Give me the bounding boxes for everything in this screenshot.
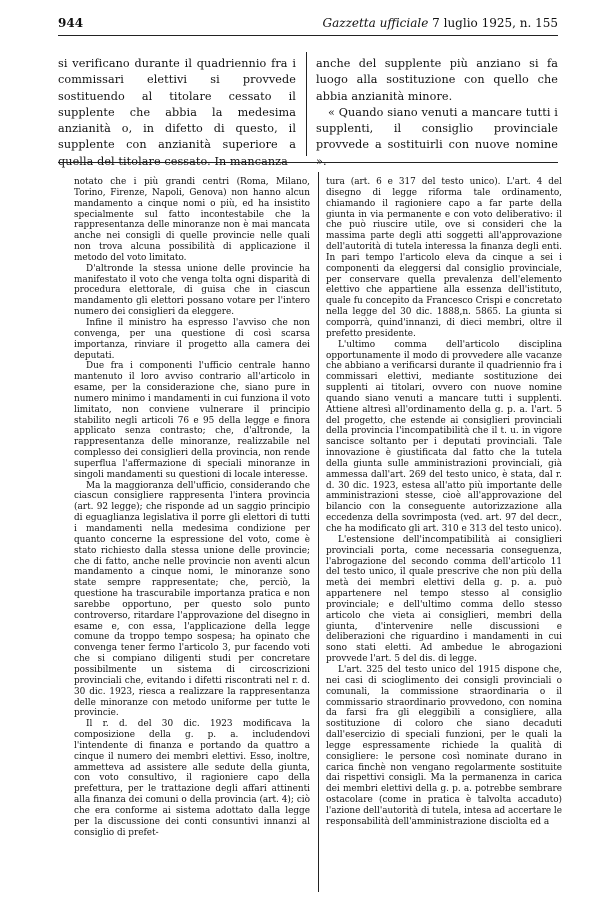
paragraph: D'altronde la stessa unione delle provincie ha manifestato il voto che venga tolta ogni disparità di procedura elettorale, di guisa che in ciascun mandamento gli elettori possano votare per l'intero numero dei consiglieri da eleggere. [74, 263, 310, 318]
main-right-column [326, 177, 562, 828]
paragraph: L'art. 325 del testo unico del 1915 dispone che, nei casi di scioglimento dei consigli provinciali o comunali, la commissione straordinaria o il commissario straordinario provvedono, con nomina da farsi fra gli eleggibili a consigliere, alla sostituzione di coloro che siano decaduti dall'esercizio di speciali funzioni, per le quali la legge espressamente richiede la qualità di consigliere: le persone così nominate durano in carica finchè non vengano regolarmente sostituite dai rispettivi consigli. Ma la permanenza in carica dei membri elettivi della g. p. a. potrebbe sembrare ostacolare (come in pratica è talvolta accaduto) l'azione dell'autorità di tutela, intesa ad accertare le responsabilità dell'amministrazione disciolta ed a [326, 664, 562, 827]
paragraph: Il r. d. del 30 dic. 1923 modificava la composizione della g. p. a. includendovi l'intendente di finanza e portando da quattro a cinque il numero dei membri elettivi. Esso, inoltre, ammetteva ad assistere alle sedute della giunta, con voto consultivo, il ragioniere capo della prefettura, per le trattazione degli affari attinenti alla finanza dei comuni o della provincia (art. 4); ciò che era conforme ai sistema adottato dalla legge per la discussione dei conti consuntivi innanzi al consiglio di prefet- [74, 719, 310, 838]
top-right-paragraph-1: anche del supplente più anziano si fa luogo alla sostituzione con quello che abbia anzianità minore. [316, 57, 558, 103]
top-right-column [316, 56, 558, 170]
publication-name: Gazzetta ufficiale [322, 16, 429, 30]
paragraph: tura (art. 6 e 317 del testo unico). L'art. 4 del disegno di legge riforma tale ordinamento, chiamando il ragioniere capo a far parte della giunta in via permanente e con voto deliberativo: il che può riuscire utile, ove si consideri che la massima parte degli atti soggetti all'approvazione dell'autorità di tutela interessa la finanza degli enti. In pari tempo l'articolo eleva da cinque a sei i componenti da eleggersi dal consiglio provinciale, per conservare quella prevalenza dell'elemento elettivo che appartiene alla essenza dell'istituto, quale fu concepito da Francesco Crispi e concretato nella legge del 30 dic. 1888,n. 5865. La giunta si comporrà, quind'innanzi, di dieci membri, oltre il prefetto presidente. [326, 177, 562, 339]
header-rule [58, 35, 558, 36]
top-column-divider [306, 52, 307, 156]
main-column-divider [318, 172, 319, 892]
paragraph: Due fra i componenti l'ufficio centrale hanno mantenuto il loro avviso contrario all'articolo in esame, per la considerazione che, siano pure in numero minimo i mandamenti in cui funziona il voto limitato, non conviene vulnerare il principio stabilito negli articoli 76 e 95 della legge e finora applicato senza contrasto; che, d'altronde, la rappresentanza delle minoranze, realizzabile nel complesso dei consiglieri della provincia, non rende superflua l'affermazione di speciali minoranze in singoli mandamenti su questioni di locale interesse. [74, 361, 310, 480]
page-header [58, 16, 558, 32]
paragraph: Infine il ministro ha espresso l'avviso che non convenga, per una questione di così scarsa importanza, rinviare il progetto alla camera dei deputati. [74, 317, 310, 361]
top-right-paragraph-2: « Quando siano venuti a mancare tutti i supplenti, il consiglio provinciale provvede a sostituirli con nuove nomine ». [316, 105, 558, 168]
main-left-column [74, 177, 310, 838]
section-rule [58, 162, 558, 163]
top-left-column [58, 56, 296, 170]
publication-title [323, 16, 559, 30]
top-left-paragraph: si verificano durante il quadriennio fra i commissari elettivi si provvede sostituendo al titolare cessato il supplente che abbia la medesima anzianità o, in difetto di questo, il supplente con anzianità superiore a quella del titolare cessato. In mancanza [58, 57, 296, 168]
paragraph: notato che i più grandi centri (Roma, Milano, Torino, Firenze, Napoli, Genova) non hanno alcun mandamento a cinque nomi o più, ed ha insistito specialmente sul fatto incontestabile che la rappresentanza delle minoranze non è mai mancata anche nei consigli di quelle provincie nelle quali non trova alcuna possibilità di applicazione il metodo del voto limitato. [74, 177, 310, 263]
issue-date: 7 luglio 1925, n. 155 [432, 16, 558, 30]
paragraph: L'ultimo comma dell'articolo disciplina opportunamente il modo di provvedere alle vacanze che abbiano a verificarsi durante il quadriennio fra i commissari elettivi, mediante sostituzione dei supplenti ai titolari, ovvero con nuove nomine quando siano venuti a mancare tutti i supplenti. Attiene altresì all'ordinamento della g. p. a. l'art. 5 del progetto, che estende ai consiglieri provinciali della provincia l'incompatibilità che il t. u. in vigore sancisce soltanto per i deputati provinciali. Tale innovazione è giustificata dal fatto che la tutela della giunta sulle amministrazioni provinciali, già ammessa dall'art. 269 del testo unico, è stata, dal r. d. 30 dic. 1923, estesa all'atto più importante delle amministrazioni stesse, cioè all'approvazione del bilancio con la conseguente autorizzazione alla eccedenza della sovrimposta (ved. art. 97 del decr., che ha modificato gli art. 310 e 313 del testo unico). [326, 339, 562, 534]
paragraph: Ma la maggioranza dell'ufficio, considerando che ciascun consigliere rappresenta l'intera provincia (art. 92 legge); che risponde ad un saggio principio di eguaglianza legislativa il porre gli elettori di tutti i mandamenti nella medesima condizione per quanto concerne la espressione del voto, come è stato richiesto dalla stessa unione delle provincie; che di fatto, anche nelle provincie non aventi alcun mandamento a cinque nomi, le minoranze sono state sempre rappresentate; che, perciò, la questione ha trascurabile importanza pratica e non sarebbe opportuno, per questo solo punto controverso, ritardare l'approvazione del disegno in esame e, con essa, l'applicazione della legge comune da troppo tempo sospesa; ha opinato che convenga tener fermo l'articolo 3, pur facendo voti che si compiano diligenti studi per concretare possibilmente un sistema di circoscrizioni provinciali che, evitando i difetti riscontrati nel r. d. 30 dic. 1923, riesca a realizzare la rappresentanza delle minoranze con metodo uniforme per tutte le provincie. [74, 480, 310, 719]
paragraph: L'estensione dell'incompatibilità ai consiglieri provinciali porta, come necessaria conseguenza, l'abrogazione del secondo comma dell'articolo 11 del testo unico, il quale prescrive che non più della metà dei membri elettivi della g. p. a. può appartenere nel tempo stesso al consiglio provinciale; e dell'ultimo comma dello stesso articolo che vieta ai consiglieri, membri della giunta, d'intervenire nelle discussioni e deliberazioni che riguardino i mandamenti in cui sono stati eletti. Ad ambedue le abrogazioni provvede l'art. 5 del dis. di legge. [326, 534, 562, 665]
page-number: 944 [58, 16, 84, 30]
